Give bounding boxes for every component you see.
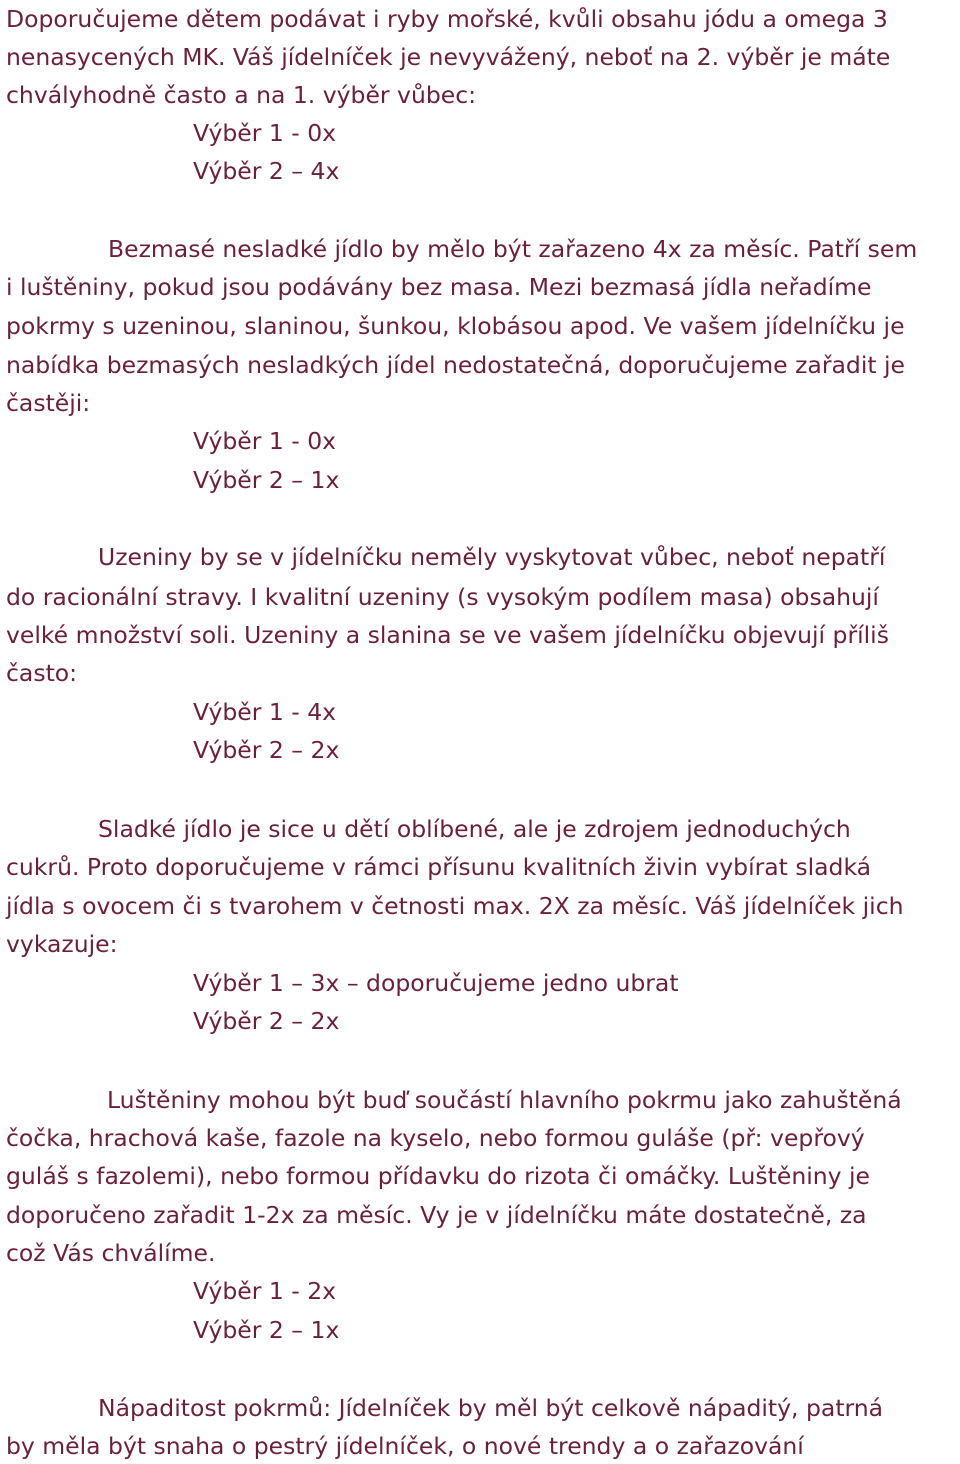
text-line: velké množství soli. Uzeniny a slanina se ve vašem jídelníčku objevují příliš: [6, 621, 889, 649]
text-line: Doporučujeme dětem podávat i ryby mořské, kvůli obsahu jódu a omega 3: [6, 5, 888, 33]
paragraph-first-line: Uzeniny by se v jídelníčku neměly vyskytovat vůbec, neboť nepatří: [98, 543, 886, 571]
paragraph-first-line: Sladké jídlo je sice u dětí oblíbené, ale je zdrojem jednoduchých: [98, 815, 851, 843]
text-line: čočka, hrachová kaše, fazole na kyselo, nebo formou guláše (př: vepřový: [6, 1124, 865, 1152]
choice-count-line: Výběr 1 - 0x: [193, 427, 337, 455]
text-line: častěji:: [6, 389, 91, 417]
choice-count-line: Výběr 2 – 2x: [193, 736, 340, 764]
choice-count-line: Výběr 1 – 3x – doporučujeme jedno ubrat: [193, 969, 679, 997]
choice-count-line: Výběr 2 – 1x: [193, 1316, 340, 1344]
text-line: jídla s ovocem či s tvarohem v četnosti max. 2X za měsíc. Váš jídelníček jich: [6, 892, 904, 920]
text-line: často:: [6, 659, 78, 687]
text-line: což Vás chválíme.: [6, 1239, 216, 1267]
paragraph-first-line: Bezmasé nesladké jídlo by mělo být zařazeno 4x za měsíc. Patří sem: [108, 235, 918, 263]
text-line: nabídka bezmasých nesladkých jídel nedostatečná, doporučujeme zařadit je: [6, 351, 906, 379]
choice-count-line: Výběr 1 - 0x: [193, 119, 337, 147]
paragraph-first-line: Nápaditost pokrmů: Jídelníček by měl být celkově nápaditý, patrná: [98, 1394, 884, 1422]
choice-count-line: Výběr 2 – 4x: [193, 157, 340, 185]
choice-count-line: Výběr 1 - 2x: [193, 1277, 337, 1305]
text-line: doporučeno zařadit 1-2x za měsíc. Vy je v jídelníčku máte dostatečně, za: [6, 1201, 867, 1229]
text-line: guláš s fazolemi), nebo formou přídavku do rizota či omáčky. Luštěniny je: [6, 1162, 871, 1190]
text-line: by měla být snaha o pestrý jídelníček, o nové trendy a o zařazování: [6, 1432, 804, 1460]
text-line: pokrmy s uzeninou, slaninou, šunkou, klobásou apod. Ve vašem jídelníčku je: [6, 312, 905, 340]
text-line: i luštěniny, pokud jsou podávány bez masa. Mezi bezmasá jídla neřadíme: [6, 273, 872, 301]
text-line: nenasycených MK. Váš jídelníček je nevyvážený, neboť na 2. výběr je máte: [6, 43, 891, 71]
choice-count-line: Výběr 2 – 2x: [193, 1007, 340, 1035]
text-line: chvályhodně často a na 1. výběr vůbec:: [6, 81, 477, 109]
text-line: cukrů. Proto doporučujeme v rámci přísunu kvalitních živin vybírat sladká: [6, 853, 872, 881]
paragraph-first-line: Luštěniny mohou být buď součástí hlavního pokrmu jako zahuštěná: [107, 1086, 902, 1114]
text-line: do racionální stravy. I kvalitní uzeniny (s vysokým podílem masa) obsahují: [6, 583, 879, 611]
text-line: vykazuje:: [6, 930, 118, 958]
choice-count-line: Výběr 1 - 4x: [193, 698, 337, 726]
choice-count-line: Výběr 2 – 1x: [193, 466, 340, 494]
